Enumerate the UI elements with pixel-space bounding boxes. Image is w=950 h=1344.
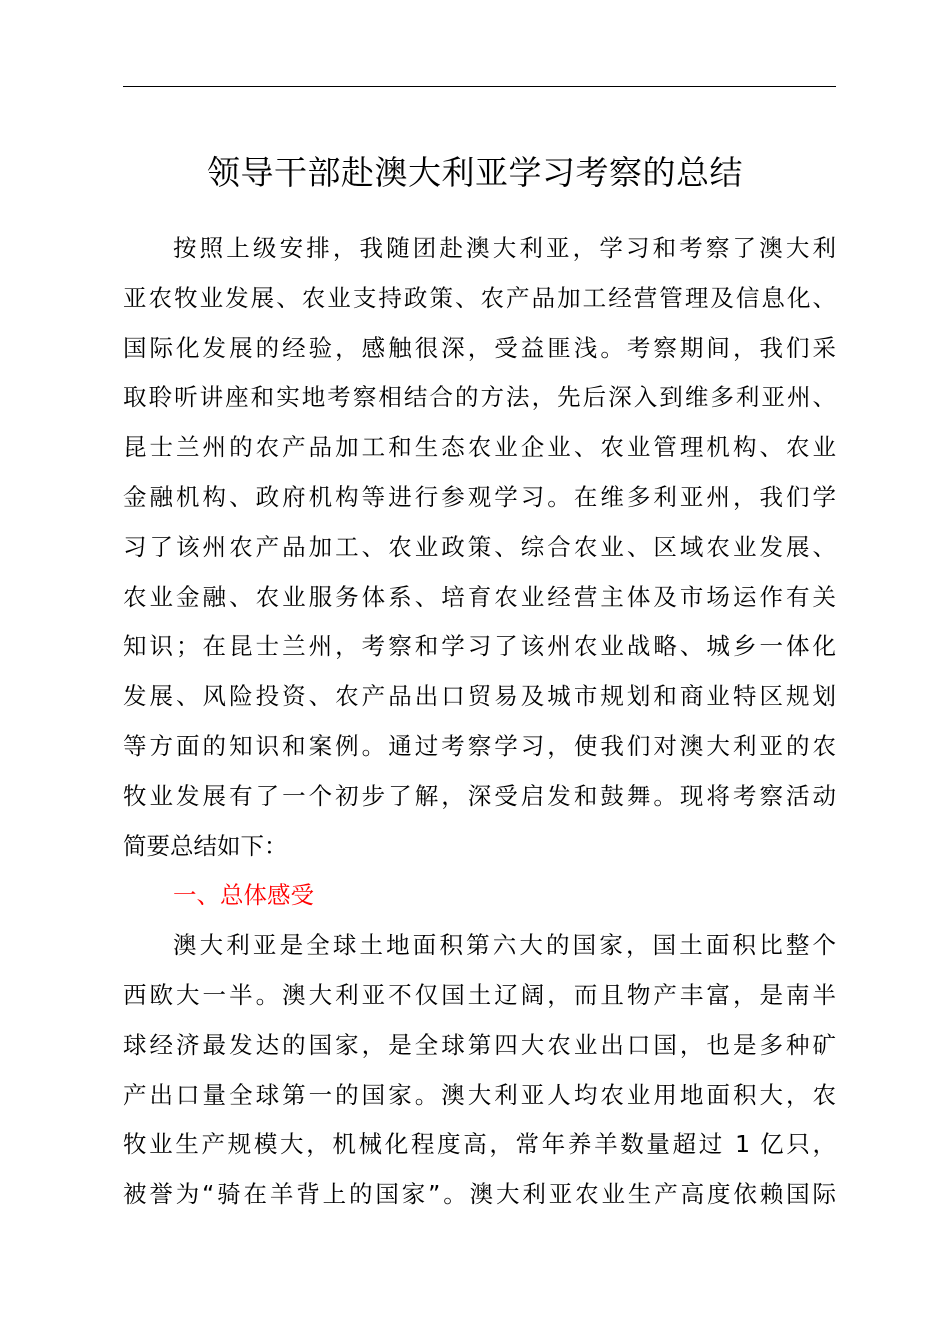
- paragraph-1-line: 牧业发展有了一个初步了解，深受启发和鼓舞。现将考察活动: [123, 781, 836, 810]
- paragraph-1-line: 简要总结如下：: [123, 831, 288, 860]
- paragraph-2-line: 牧业生产规模大，机械化程度高，常年养羊数量超过 1 亿只，: [123, 1130, 836, 1159]
- paragraph-1-line: 等方面的知识和案例。通过考察学习，使我们对澳大利亚的农: [123, 731, 836, 760]
- paragraph-1-line: 习了该州农产品加工、农业政策、综合农业、区域农业发展、: [123, 532, 836, 561]
- paragraph-1-line: 金融机构、政府机构等进行参观学习。在维多利亚州，我们学: [123, 482, 836, 511]
- paragraph-2-line: 西欧大一半。澳大利亚不仅国土辽阔，而且物产丰富，是南半: [123, 980, 836, 1009]
- header-rule: [123, 86, 836, 87]
- paragraph-1-line: 取聆听讲座和实地考察相结合的方法，先后深入到维多利亚州、: [123, 383, 836, 412]
- paragraph-2-line: 球经济最发达的国家，是全球第四大农业出口国，也是多种矿: [123, 1030, 836, 1059]
- document-body: [123, 224, 836, 1220]
- paragraph-2-line: 澳大利亚是全球土地面积第六大的国家，国土面积比整个: [173, 931, 836, 960]
- paragraph-2-line: 被誉为“骑在羊背上的国家”。澳大利亚农业生产高度依赖国际: [123, 1180, 836, 1209]
- paragraph-1-line: 亚农牧业发展、农业支持政策、农产品加工经营管理及信息化、: [123, 283, 836, 312]
- paragraph-1-line: 知识；在昆士兰州，考察和学习了该州农业战略、城乡一体化: [123, 632, 836, 661]
- paragraph-1-line: 发展、风险投资、农产品出口贸易及城市规划和商业特区规划: [123, 682, 836, 711]
- paragraph-2-line: 产出口量全球第一的国家。澳大利亚人均农业用地面积大，农: [123, 1080, 836, 1109]
- paragraph-1-line: 昆士兰州的农产品加工和生态农业企业、农业管理机构、农业: [123, 433, 836, 462]
- paragraph-1-line: 国际化发展的经验，感触很深，受益匪浅。考察期间，我们采: [123, 333, 836, 362]
- paragraph-1-line: 农业金融、农业服务体系、培育农业经营主体及市场运作有关: [123, 582, 836, 611]
- section-heading-text: 一、总体感受: [173, 881, 314, 910]
- document-title: 领导干部赴澳大利亚学习考察的总结: [207, 153, 743, 192]
- section-heading: [123, 871, 836, 921]
- paragraph-1-line: 按照上级安排，我随团赴澳大利亚，学习和考察了澳大利: [173, 234, 836, 262]
